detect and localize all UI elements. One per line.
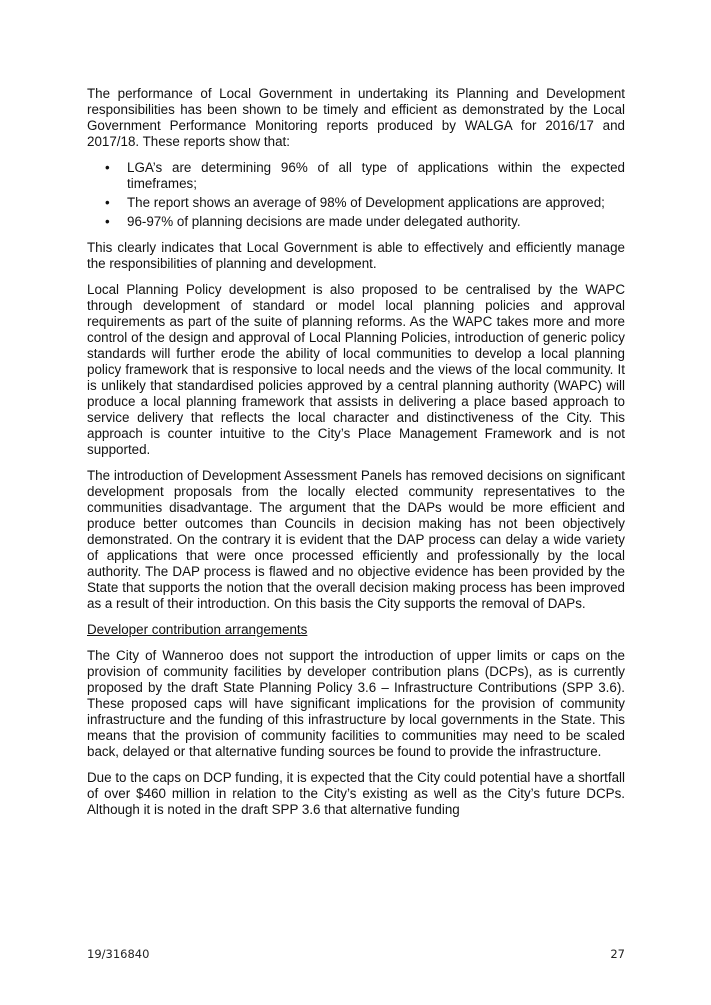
document-reference: 19/316840	[87, 947, 150, 961]
page-footer	[87, 947, 625, 961]
list-item: • The report shows an average of 98% of Development applications are approved;	[127, 195, 625, 211]
section-heading: Developer contribution arrangements	[87, 622, 308, 637]
bullet-list	[87, 160, 625, 230]
page-number: 27	[610, 947, 625, 961]
paragraph-performance: The performance of Local Government in undertaking its Planning and Development responsibilities has been shown to be timely and efficient as demonstrated by the Local Government Performance Monitoring reports produced by WALGA for 2016/17 and 2017/18. These reports show that:	[87, 86, 625, 149]
paragraph-local-planning-policy: Local Planning Policy development is also proposed to be centralised by the WAPC through development of standard or model local planning policies and approval requirements as part of the suite of planning reforms. As the WAPC takes more and more control of the design and approval of Local Planning Policies, introduction of generic policy standards will further erode the ability of local communities to develop a local planning policy framework that is responsive to local needs and the views of the local community. It is unlikely that standardised policies approved by a central planning authority (WAPC) will produce a local planning framework that assists in delivering a place based approach to service delivery that reflects the local character and distinctiveness of the City. This approach is counter intuitive to the City’s Place Management Framework and is not supported.	[87, 282, 625, 457]
paragraph-dcp-shortfall: Due to the caps on DCP funding, it is expected that the City could potential have a shortfall of over $460 million in relation to the City’s existing as well as the City’s future DCPs. Although it is noted in the draft SPP 3.6 that alternative funding	[87, 770, 625, 817]
body-text	[87, 86, 625, 828]
paragraph-conclusion: This clearly indicates that Local Government is able to effectively and efficiently manage the responsibilities of planning and development.	[87, 240, 625, 271]
list-item: • LGA’s are determining 96% of all type of applications within the expected timeframes;	[127, 160, 625, 192]
paragraph-daps: The introduction of Development Assessment Panels has removed decisions on significant development proposals from the locally elected community representatives to the communities disadvantage. The argument that the DAPs would be more efficient and produce better outcomes than Councils in decision making has not been objectively demonstrated. On the contrary it is evident that the DAP process can delay a wide variety of applications that were once processed efficiently and professionally by the local authority. The DAP process is flawed and no objective evidence has been provided by the State that supports the notion that the overall decision making process has been improved as a result of their introduction. On this basis the City supports the removal of DAPs.	[87, 468, 625, 611]
list-item: • 96-97% of planning decisions are made under delegated authority.	[127, 214, 625, 230]
paragraph-dcp-caps: The City of Wanneroo does not support the introduction of upper limits or caps on the provision of community facilities by developer contribution plans (DCPs), as is currently proposed by the draft State Planning Policy 3.6 – Infrastructure Contributions (SPP 3.6). These proposed caps will have significant implications for the provision of community infrastructure and the funding of this infrastructure by local governments in the State. This means that the provision of community facilities to communities may need to be scaled back, delayed or that alternative funding sources be found to provide the infrastructure.	[87, 648, 625, 759]
